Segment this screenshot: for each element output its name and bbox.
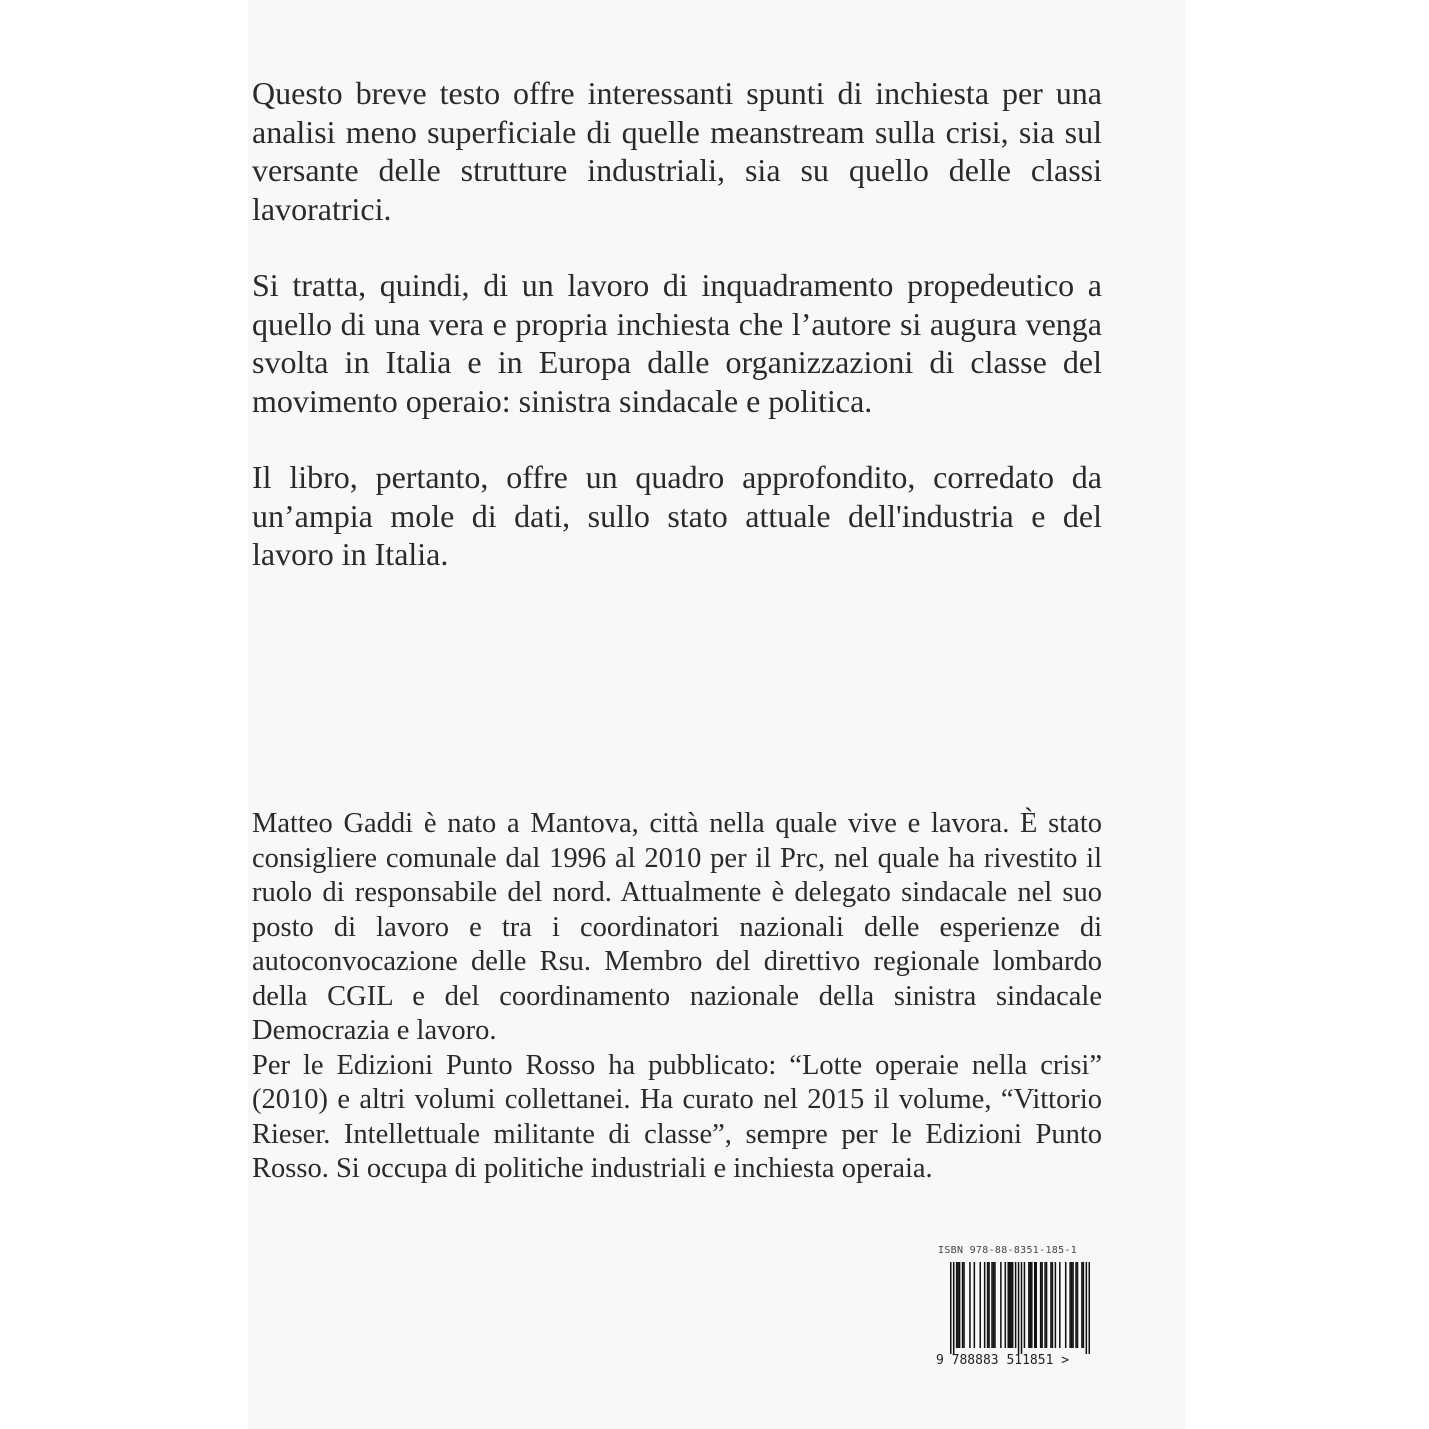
barcode-bar bbox=[1018, 1262, 1020, 1354]
author-bio bbox=[252, 807, 1102, 1187]
author-bio-paragraph: Per le Edizioni Punto Rosso ha pubblicato: “Lotte operaie nella crisi” (2010) e altri volumi collettanei. Ha curato nel 2015 il volume, “Vittorio Rieser. Intellettuale militante di classe”, sempre per le Edizioni Punto Rosso. Si occupa di politiche industriali e inchiesta operaia. bbox=[252, 1049, 1102, 1184]
barcode-bar bbox=[1046, 1262, 1048, 1348]
barcode-bar bbox=[959, 1262, 961, 1348]
barcode-bar bbox=[1030, 1262, 1032, 1348]
barcode-bar bbox=[1012, 1262, 1014, 1348]
description-paragraph: Questo breve testo offre interessanti spunti di inchiesta per una analisi meno superficiale di quelle meanstream sulla crisi, sia sul versante delle strutture industriali, sia su quello delle classi lavoratrici. bbox=[252, 75, 1102, 227]
description-paragraph: Si tratta, quindi, di un lavoro di inquadramento propedeutico a quello di una vera e propria inchiesta che l’autore si augura venga svolta in Italia e in Europa dalle organizzazioni di classe del movimento operaio: sinistra sindacale e politica. bbox=[252, 267, 1102, 419]
barcode-bar bbox=[988, 1262, 990, 1348]
barcode-bar bbox=[953, 1262, 955, 1354]
barcode-bar bbox=[993, 1262, 995, 1348]
barcode-bar bbox=[984, 1262, 986, 1348]
barcode-bar bbox=[1077, 1262, 1079, 1348]
barcode-bar bbox=[1044, 1262, 1046, 1348]
barcode-bar bbox=[1052, 1262, 1054, 1348]
barcode-bar bbox=[1010, 1262, 1012, 1348]
barcode-bar bbox=[974, 1262, 976, 1348]
book-description bbox=[252, 74, 1102, 574]
barcode-bar bbox=[1086, 1262, 1088, 1354]
barcode-bar bbox=[1065, 1262, 1067, 1348]
ean-digits: 9 788883 511851 > bbox=[936, 1353, 1070, 1368]
barcode-bar bbox=[994, 1262, 996, 1348]
isbn-label: ISBN 978-88-8351-185-1 bbox=[938, 1245, 1078, 1256]
author-bio-paragraph: Matteo Gaddi è nato a Mantova, città nella quale vive e lavora. È stato consigliere comunale dal 1996 al 2010 per il Prc, nel quale ha rivestito il ruolo di responsabile del nord. Attualmente è delegato sindacale nel suo posto di lavoro e tra i coordinatori nazionali delle esperienze di autoconvocazione delle Rsu. Membro del direttivo regionale lombardo della CGIL e del coordinamento nazionale della sinistra sindacale Democrazia e lavoro. bbox=[252, 808, 1102, 1046]
barcode-bar bbox=[1035, 1262, 1037, 1348]
barcode-bar bbox=[950, 1262, 952, 1354]
barcode-bar bbox=[1000, 1262, 1002, 1348]
isbn-barcode bbox=[932, 1245, 1102, 1375]
barcode-bar bbox=[1007, 1262, 1009, 1348]
barcode-bar bbox=[987, 1262, 989, 1348]
barcode-bar bbox=[1055, 1262, 1057, 1348]
description-paragraph: Il libro, pertanto, offre un quadro approfondito, corredato da un’ampia mole di dati, sullo stato attuale dell'industria e del lavoro in Italia. bbox=[252, 459, 1102, 572]
barcode-bar bbox=[979, 1262, 981, 1348]
barcode-bar bbox=[1089, 1262, 1090, 1354]
barcode-bar bbox=[991, 1262, 993, 1348]
barcode-bar bbox=[1081, 1262, 1083, 1348]
barcode-bar bbox=[962, 1262, 964, 1348]
barcode-bar bbox=[1028, 1262, 1030, 1348]
barcode-bars bbox=[950, 1262, 1090, 1354]
barcode-bar bbox=[1021, 1262, 1023, 1354]
barcode-bar bbox=[1024, 1262, 1026, 1348]
barcode-bar bbox=[956, 1262, 958, 1348]
barcode-bar bbox=[1050, 1262, 1052, 1348]
barcode-bar bbox=[1009, 1262, 1011, 1348]
barcode-bar bbox=[963, 1262, 965, 1348]
barcode-bar bbox=[1059, 1262, 1061, 1348]
barcode-bar bbox=[969, 1262, 971, 1348]
barcode-bar bbox=[1015, 1262, 1017, 1348]
barcode-bar bbox=[1075, 1262, 1077, 1348]
barcode-bar bbox=[1034, 1262, 1036, 1348]
barcode-bar bbox=[957, 1262, 959, 1348]
barcode-bar bbox=[1005, 1262, 1007, 1348]
barcode-bar bbox=[1069, 1262, 1071, 1348]
barcode-bar bbox=[1083, 1262, 1085, 1348]
barcode-bar bbox=[1071, 1262, 1073, 1348]
barcode-bar bbox=[1041, 1262, 1043, 1348]
barcode-bar bbox=[1031, 1262, 1033, 1348]
barcode-bar bbox=[1072, 1262, 1074, 1348]
barcode-bar bbox=[1040, 1262, 1042, 1348]
